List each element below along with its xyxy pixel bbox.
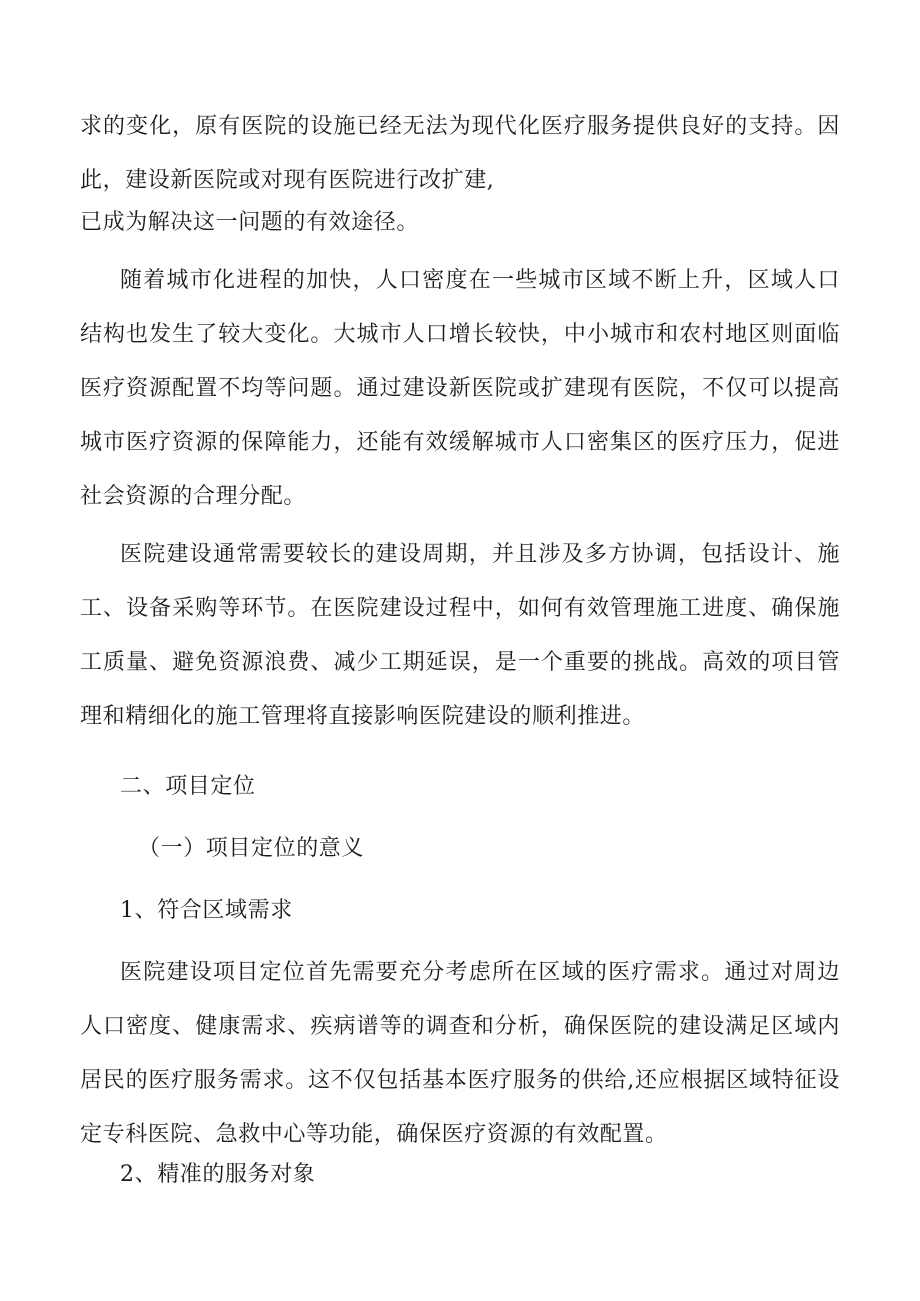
- paragraph-line: 理和精细化的施工管理将直接影响医院建设的顺利推进。: [80, 704, 646, 729]
- item-heading: 2、精准的服务对象: [120, 1162, 316, 1187]
- paragraph-line: 医院建设项目定位首先需要充分考虑所在区域的医疗需求。通过对周边: [120, 960, 840, 985]
- paragraph-line: 人口密度、健康需求、疾病谱等的调查和分析，确保医院的建设满足区域内: [80, 1014, 840, 1039]
- subsection-heading: （一）项目定位的意义: [138, 836, 365, 861]
- paragraph-line: 随着城市化进程的加快，人口密度在一些城市区域不断上升，区域人口: [120, 268, 840, 293]
- paragraph-line: 结构也发生了较大变化。大城市人口增长较快，中小城市和农村地区则面临: [80, 322, 840, 347]
- paragraph-line: 此，建设新医院或对现有医院进行改扩建,: [80, 168, 495, 193]
- section-heading: 二、项目定位: [120, 774, 256, 799]
- paragraph-line: 已成为解决这一问题的有效途径。: [80, 210, 420, 235]
- paragraph-line: 医疗资源配置不均等问题。通过建设新医院或扩建现有医院，不仅可以提高: [80, 376, 840, 401]
- item-heading: 1、符合区域需求: [120, 898, 293, 923]
- paragraph-line: 工、设备采购等环节。在医院建设过程中，如何有效管理施工进度、确保施: [80, 596, 840, 621]
- paragraph-line: 城市医疗资源的保障能力，还能有效缓解城市人口密集区的医疗压力，促进: [80, 430, 840, 455]
- paragraph-line: 居民的医疗服务需求。这不仅包括基本医疗服务的供给,还应根据区域特征设: [80, 1068, 840, 1093]
- paragraph-line: 求的变化，原有医院的设施已经无法为现代化医疗服务提供良好的支持。因: [80, 114, 840, 139]
- paragraph-line: 工质量、避免资源浪费、减少工期延误，是一个重要的挑战。高效的项目管: [80, 650, 840, 675]
- paragraph-line: 定专科医院、急救中心等功能，确保医疗资源的有效配置。: [80, 1122, 668, 1147]
- paragraph-line: 医院建设通常需要较长的建设周期，并且涉及多方协调，包括设计、施: [120, 542, 840, 567]
- paragraph-line: 社会资源的合理分配。: [80, 484, 307, 509]
